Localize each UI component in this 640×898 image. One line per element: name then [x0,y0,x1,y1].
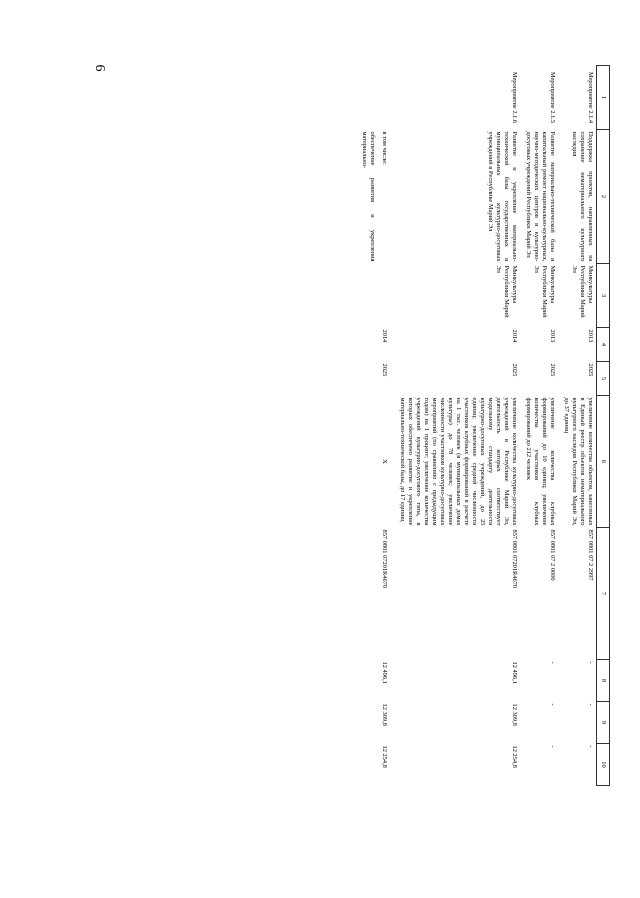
expected-result: увеличение количества клубных формирований до 10 единиц; увеличение количества участников клубных формирований до 212 человек [525,397,556,526]
table-row [558,66,597,786]
value-col-8: - [587,661,594,664]
table-row [394,66,520,786]
table-row [520,66,558,786]
header-row [597,66,610,786]
value-col-10: 12 254,8 [511,745,518,768]
col-header-8: 8 [597,660,610,702]
col-header-4: 4 [597,328,610,362]
end-year: 2025 [549,363,556,377]
budget-code: 857 0801 07201R4670 [511,529,518,589]
start-year: 2013 [587,329,594,343]
event-name: Развитие материально-технической базы и капитальный ремонт национально-культурных, научно-методических центров и культурно-досуговых учреждений Республики Марий Эл [525,131,556,262]
event-number: Мероприятие 2.1.4 [587,71,594,124]
page-number: 6 [92,64,107,72]
event-name: Поддержка проектов, направленных на сохранение нематериального культурного наследия [571,131,594,262]
start-year: 2014 [511,329,518,343]
program-table [356,65,610,786]
table-row [356,66,394,786]
event-name: обеспечение развития и укрепления материально- [361,131,376,262]
value-col-8: 12 496,1 [511,661,518,684]
expected-result: увеличение количества объектов, занесенных в Единый реестр объектов нематериального культурного наследия Республики Марий Эл, до 37 единиц [563,397,594,526]
col-header-2: 2 [597,130,610,264]
col-header-6: 6 [597,396,610,528]
event-number: Мероприятие 2.1.5 [549,71,556,124]
col-header-1: 1 [597,66,610,130]
end-year: 2025 [587,363,594,377]
event-name-cell [356,130,394,264]
value-col-9: 12 309,8 [381,703,388,726]
end-year: 2025 [381,363,388,377]
event-number [356,66,394,130]
budget-code: 857 0801 07201R4670 [381,529,388,589]
col-header-9: 9 [597,702,610,744]
value-col-10: 12 254,8 [381,745,388,768]
col-header-5: 5 [597,362,610,396]
value-col-9: - [549,703,556,706]
value-col-9: - [587,703,594,706]
col-header-10: 10 [597,744,610,786]
value-col-10: - [587,745,594,748]
value-col-10: - [549,745,556,748]
value-col-8: - [549,661,556,664]
start-year: 2014 [381,329,388,343]
start-year: 2013 [549,329,556,343]
executor [356,264,394,328]
rotated-page [120,65,610,785]
col-header-7: 7 [597,528,610,660]
executor: Минкультуры Республики Марий Эл [495,265,518,318]
event-number: Мероприятие 2.1.6 [511,71,518,124]
executor: Минкультуры Республики Марий Эл [571,265,594,318]
executor: Минкультуры Республики Марий Эл [533,265,556,318]
col-header-3: 3 [597,264,610,328]
value-col-8: 12 496,1 [381,661,388,684]
end-year: 2025 [511,363,518,377]
expected-result: X [381,459,388,464]
expected-result: увеличение количества культурно-досуговых учреждений в Республике Марий Эл, деятельность которых соответствует модельному стандарту деятельности культурно-досуговых учреждений, до 25 единиц; увеличение средней численности участников клубных формирований в расчете на 1 тыс. человек (в муниципальных домах культуры) до 78 человек; увеличение численности участников культурно-досуговых мероприятий (по сравнению с предыдущим годом) на 1 процент; увеличение количества учреждений культурно-досугового типа, в которых обеспечено развитие и укрепление материально-технической базы, до 17 единиц [399,397,518,526]
including-note: в том числе: [381,131,388,165]
event-name: Развитие и укрепление материально-технической базы государственных и муниципальных культурно-досуговых учреждений в Республике Марий Эл [487,131,518,262]
budget-code: 857 0801 07 2 0000 [549,529,556,581]
value-col-9: 12 309,8 [511,703,518,726]
budget-code: 857 0801 07 2 2997 [587,529,594,581]
